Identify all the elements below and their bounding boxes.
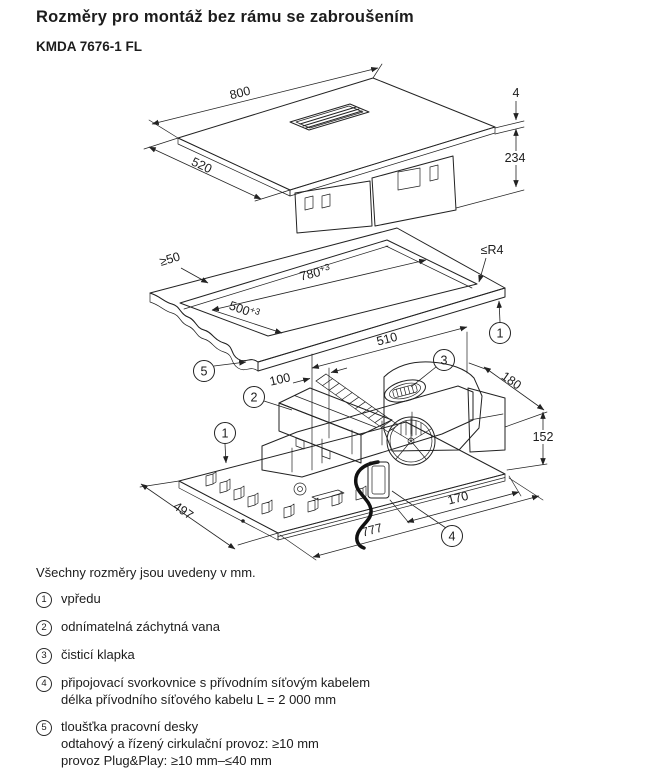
dim-180 (469, 363, 547, 427)
dim-label-780: $780^{+3}$ (298, 261, 331, 284)
dim-152 (507, 412, 557, 470)
dim-100 (268, 368, 347, 389)
dim-label-170: 170 (446, 488, 470, 508)
legend-item-4 (36, 674, 556, 708)
dim-label-4: 4 (512, 86, 520, 100)
callout-1-front (215, 423, 236, 464)
housing-right (372, 156, 456, 226)
dim-label-234: 234 (504, 151, 526, 165)
unit-view (140, 327, 557, 560)
legend (36, 590, 556, 779)
units-note: Všechny rozměry jsou uvedeny v mm. (36, 565, 256, 580)
legend-item-1 (36, 590, 556, 608)
coil-housing (279, 388, 392, 463)
dim-depth-520 (144, 138, 290, 201)
legend-text: vpředu (61, 591, 101, 606)
dim-label-100: 100 (268, 370, 292, 389)
dim-height (456, 86, 529, 208)
blower-body (384, 362, 482, 465)
glass-top (178, 78, 495, 190)
legend-item-5 (36, 718, 556, 769)
dim-label-r4: ≤R4 (480, 243, 504, 257)
housing-left (295, 181, 372, 233)
dim-clearance-50 (158, 249, 208, 283)
callout-5-label: 5 (200, 364, 208, 379)
legend-item-2 (36, 618, 556, 636)
dim-label-152: 152 (532, 430, 554, 444)
installation-diagram (130, 60, 571, 570)
legend-text: odnímatelná záchytná vana (61, 619, 220, 634)
callout-3-cleaning-flap (411, 350, 455, 388)
legend-text: čisticí klapka (61, 647, 135, 662)
legend-circle-2: 2 (36, 620, 52, 636)
callout-2-drip-tray (244, 387, 293, 411)
glass-edge (290, 127, 495, 196)
callout-3-label: 3 (440, 353, 448, 368)
dim-777 (280, 478, 543, 560)
drain-cap (294, 483, 306, 495)
legend-text: délka přívodního síťového kabelu L = 2 000 mm (61, 692, 337, 707)
dim-label-497: 497 (170, 499, 196, 523)
legend-circle-5: 5 (36, 720, 52, 736)
dim-label-800: 800 (228, 83, 252, 103)
top-view-appliance (144, 64, 529, 233)
callout-5-worktop-thickness (194, 361, 247, 382)
legend-text: připojovací svorkovnice s přívodním síťovým kabelem (61, 675, 371, 690)
cutout-view-worktop (150, 228, 511, 382)
legend-text: odtahový a řízený cirkulační provoz: ≥10 mm (61, 736, 319, 751)
blower-outlet-section (468, 388, 505, 452)
model-number: KMDA 7676-1 FL (36, 39, 143, 54)
legend-circle-4: 4 (36, 676, 52, 692)
callout-1-label: 1 (221, 426, 229, 441)
worktop-surface (150, 228, 505, 362)
callout-1-label: 1 (496, 326, 504, 341)
callout-1-worktop (490, 301, 511, 344)
vent-grille (290, 104, 369, 130)
dim-label-510: 510 (375, 329, 399, 349)
dim-497 (140, 481, 278, 549)
legend-item-3 (36, 646, 556, 664)
dim-label-777: 777 (360, 520, 384, 540)
page-title: Rozměry pro montáž bez rámu se zabroušením (36, 8, 414, 26)
legend-text: provoz Plug&Play: ≥10 mm–≤40 mm (61, 753, 272, 768)
dim-width-800 (149, 64, 382, 138)
legend-circle-3: 3 (36, 648, 52, 664)
dim-label-180: 180 (498, 369, 524, 393)
callout-4-label: 4 (448, 529, 456, 544)
dim-label-500: $500^{+3}$ (227, 298, 262, 319)
dim-label-min50: ≥50 (157, 249, 182, 269)
dim-label-520: 520 (189, 154, 215, 177)
cutout-hole (180, 240, 477, 336)
legend-text: tloušťka pracovní desky (61, 719, 199, 734)
legend-circle-1: 1 (36, 592, 52, 608)
callout-2-label: 2 (250, 390, 258, 405)
dim-170 (390, 476, 521, 523)
mounting-clips (206, 472, 366, 518)
terminal-box (368, 462, 389, 498)
cleaning-flap (382, 376, 428, 406)
